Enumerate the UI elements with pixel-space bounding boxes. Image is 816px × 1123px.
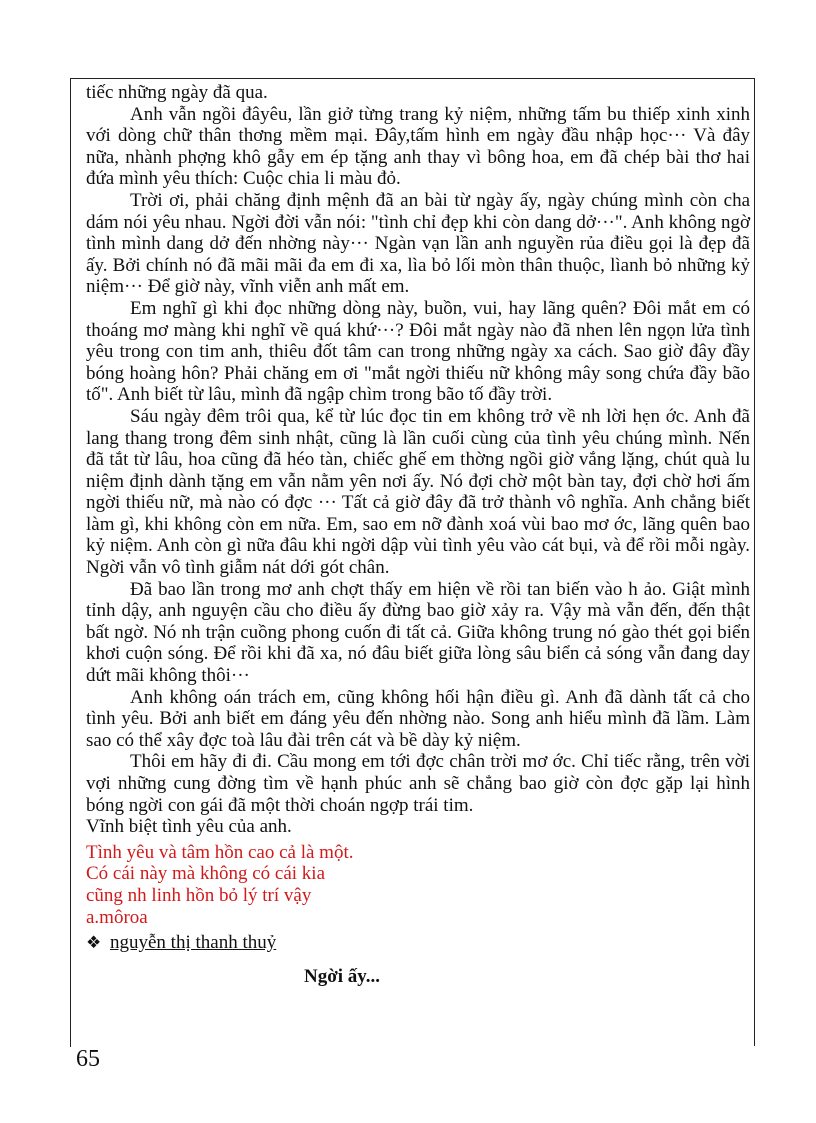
author-name: nguyễn thị thanh thuỷ xyxy=(110,932,277,954)
paragraph: Anh vẫn ngồi đâyêu, lần giở từng trang kỷ niệm, những tấm bu thiếp xinh xinh với dòng chữ thân thơng mềm mại. Đây,tấm hình em ngày đầu nhập học··· Và đây nữa, nhành phợng khô gẫy em ép tặng anh thay vì bông hoa, em đã chép bài thơ hai đứa mình yêu thích: Cuộc chia li màu đỏ. xyxy=(86,103,750,190)
quote-line: Có cái này mà không có cái kia xyxy=(86,863,326,885)
page-frame-right-rule xyxy=(754,78,755,1046)
diamond-bullet-icon: ❖ xyxy=(86,933,102,953)
paragraph: Sáu ngày đêm trôi qua, kể từ lúc đọc tin em không trở về nh lời hẹn ớc. Anh đã lang thang trong đêm sinh nhật, cũng là lần cuối cùng của tình yêu chúng mình. Nến đã tắt từ lâu, hoa cũng đã héo tàn, chiếc ghế em thờng ngồi giờ vắng lặng, chút quà lu niệm định dành tặng em vẫn nằm yên nơi ấy. Nó đợi chờ một bàn tay, đợi chờ hơi ấm ngời thiếu nữ, mà nào có đợc ··· Tất cả giờ đây đã trở thành vô nghĩa. Anh chẳng biết làm gì, khi không còn em nữa. Em, sao em nỡ đành xoá vùi bao mơ ớc, lãng quên bao kỷ niệm. Anh còn gì nữa đâu khi ngời dập vùi tình yêu vào cát bụi, và để rồi mỗi ngày. Ngời vẫn vô tình giẫm nát dới gót chân. xyxy=(86,405,750,579)
page-number: 65 xyxy=(76,1046,100,1072)
quote-line: Tình yêu và tâm hồn cao cả là một. xyxy=(86,841,354,863)
paragraph: Đã bao lần trong mơ anh chợt thấy em hiện về rồi tan biến vào h ảo. Giật mình tỉnh dậy, anh nguyện cầu cho điều ấy đừng bao giờ xảy ra. Vậy mà vẫn đến, đến thật bất ngờ. Nó nh trận cuồng phong cuốn đi tất cả. Giữa không trung nó gào thét gọi biển khơi cuộn sóng. Để rồi khi đã xa, nó đâu biết giữa lòng sâu biển cả sóng vẫn đang day dứt mãi không thôi··· xyxy=(86,578,750,687)
paragraph: Em nghĩ gì khi đọc những dòng này, buồn, vui, hay lãng quên? Đôi mắt em có thoáng mơ màng khi nghĩ về quá khứ···? Đôi mắt ngày nào đã nhen lên ngọn lửa tình yêu trong con tim anh, thiêu đốt tâm can trong những ngày xa cách. Sao giờ đây đầy bóng hoàng hôn? Phải chăng em ơi "mắt ngời thiếu nữ không mây song chứa đầy bão tố". Anh biết từ lâu, mình đã ngập chìm trong bão tố đầy trời. xyxy=(86,297,750,406)
next-article-title: Ngời ấy... xyxy=(304,965,380,987)
paragraph: Trời ơi, phải chăng định mệnh đã an bài từ ngày ấy, ngày chúng mình còn cha dám nói yêu nhau. Ngời đời vẫn nói: "tình chỉ đẹp khi còn dang dở···". Anh không ngờ tình mình dang dở đến nhờng này··· Ngàn vạn lần anh nguyền rủa điều gọi là đẹp đã ấy. Bởi chính nó đã mãi mãi đa em đi xa, lìa bỏ lối mòn thân thuộc, lìanh bỏ những kỷ niệm··· Để giờ này, vĩnh viễn anh mất em. xyxy=(86,189,750,298)
quote-block xyxy=(86,842,750,928)
paragraph: Anh không oán trách em, cũng không hối hận điều gì. Anh đã dành tất cả cho tình yêu. Bởi anh biết em đáng yêu đến nhờng nào. Song anh hiểu mình đã lầm. Làm sao có thể xây đợc toà lâu đài trên cát và bề dày kỷ niệm. xyxy=(86,686,750,751)
author-row xyxy=(86,932,750,954)
paragraph: Thôi em hãy đi đi. Cầu mong em tới đợc chân trời mơ ớc. Chỉ tiếc rằng, trên vời vợi những cung đờng tìm về hạnh phúc anh sẽ chẳng bao giờ còn đợc gặp lại hình bóng ngời con gái đã một thời choán ngợp trái tim. xyxy=(86,751,750,816)
quote-author: a.môroa xyxy=(86,906,148,928)
article-body xyxy=(86,82,750,987)
paragraph: tiếc những ngày đã qua. xyxy=(86,82,268,103)
signature-line: Vĩnh biệt tình yêu của anh. xyxy=(86,816,292,838)
quote-line: cũng nh linh hồn bỏ lý trí vậy xyxy=(86,884,312,906)
